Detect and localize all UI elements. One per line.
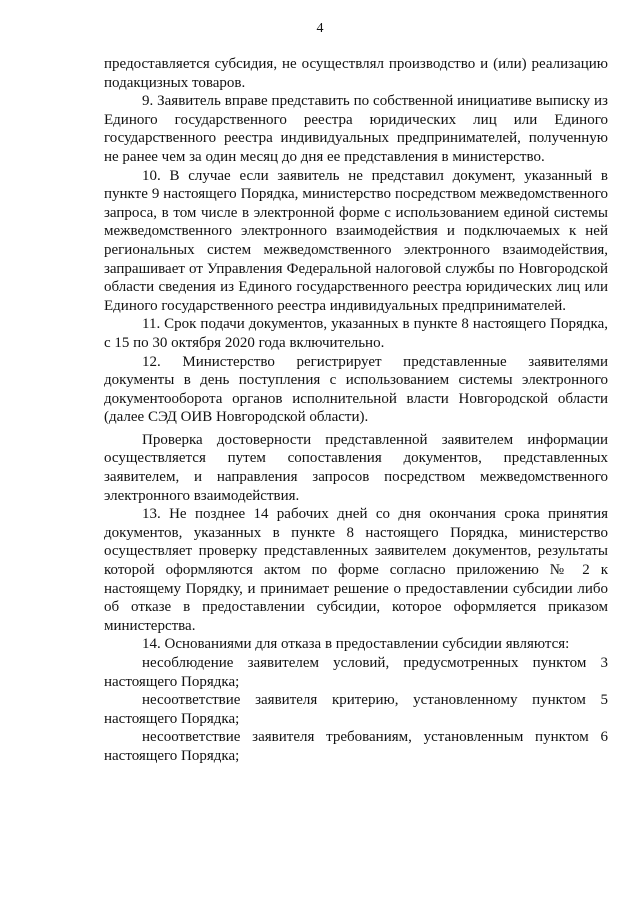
refusal-ground-1: несоблюдение заявителем условий, предусмотренных пунктом 3 настоящего Порядка; bbox=[104, 655, 608, 690]
page-number: 4 bbox=[316, 21, 324, 36]
refusal-ground-2: несоответствие заявителя критерию, установленному пунктом 5 настоящего Порядка; bbox=[104, 692, 608, 727]
paragraph-14: 14. Основаниями для отказа в предоставлении субсидии являются: bbox=[142, 636, 570, 653]
paragraph-continuation: предоставляется субсидия, не осуществлял производство и (или) реализацию подакцизных товаров. bbox=[104, 56, 608, 91]
paragraph-10: 10. В случае если заявитель не представил документ, указанный в пункте 9 настоящего Порядка, министерство посредством межведомственного запроса, в том числе в электронной форме с использованием единой системы межведомственного электронного взаимодействия и подключаемых к ней региональных систем межведомственного электронного взаимодействия, запрашивает от Управления Федеральной налоговой службы по Новгородской области сведения из Единого государственного реестра юридических лиц или Единого государственного реестра индивидуальных предпринимателей. bbox=[104, 167, 608, 314]
document-body bbox=[104, 55, 608, 766]
paragraph-13: 13. Не позднее 14 рабочих дней со дня окончания срока принятия документов, указанных в пункте 8 настоящего Порядка, министерство осуществляет проверку представленных заявителем документов, результаты которой оформляются актом по форме согласно приложению № 2 к настоящему Порядку, и принимает решение о предоставлении субсидии либо об отказе в предоставлении субсидии, которое оформляется приказом министерства. bbox=[104, 506, 608, 634]
paragraph-11: 11. Срок подачи документов, указанных в пункте 8 настоящего Порядка, с 15 по 30 октября 2020 года включительно. bbox=[104, 316, 608, 351]
paragraph-12-verification: Проверка достоверности представленной заявителем информации осуществляется путем сопоставления документов, представленных заявителем, и направления запросов посредством межведомственного электронного взаимодействия. bbox=[104, 431, 608, 504]
paragraph-9: 9. Заявитель вправе представить по собственной инициативе выписку из Единого государственного реестра юридических лиц или Единого государственного реестра индивидуальных предпринимателей, полученную не ранее чем за один месяц до дня ее представления в министерство. bbox=[104, 93, 608, 165]
paragraph-12: 12. Министерство регистрирует представленные заявителями документы в день поступления с использованием системы электронного документооборота органов исполнительной власти Новгородской области (далее СЭД ОИВ Новгородской области). bbox=[104, 353, 608, 426]
refusal-ground-3: несоответствие заявителя требованиям, установленным пунктом 6 настоящего Порядка; bbox=[104, 729, 608, 764]
